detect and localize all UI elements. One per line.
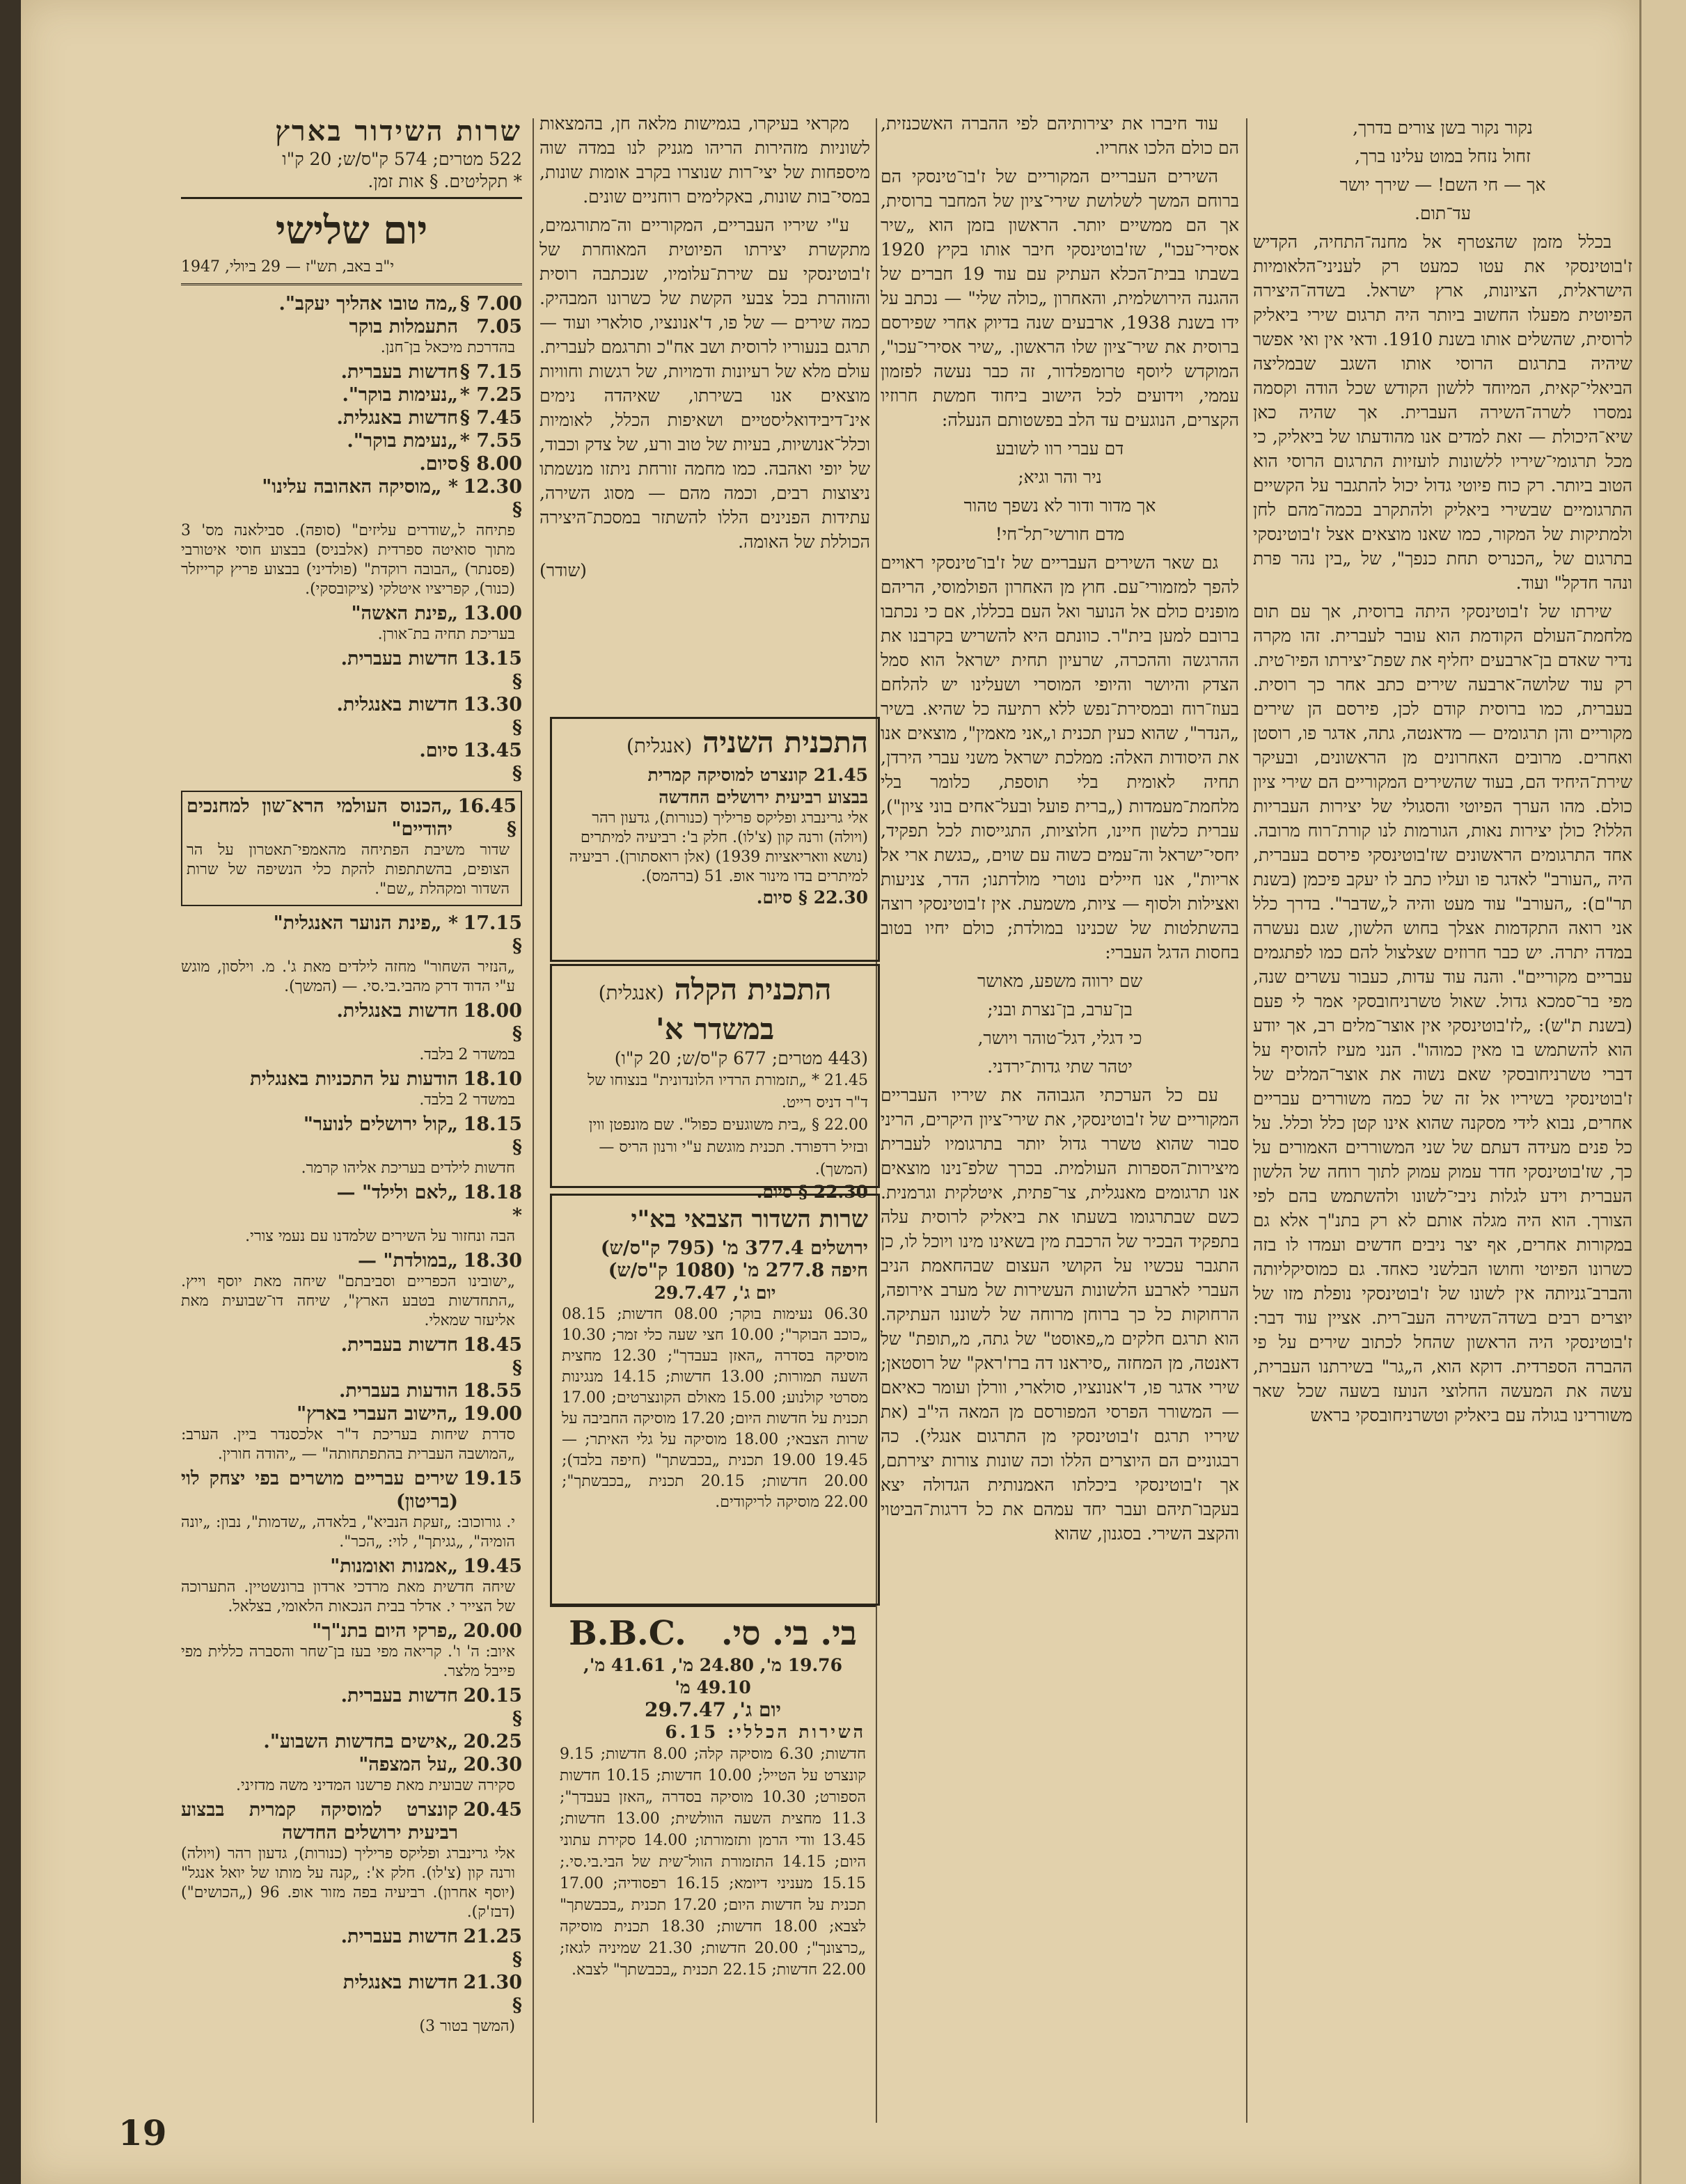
program-entry [181, 1334, 522, 1379]
second-program-line: 21.45 קונצרט למוסיקה קמרית [647, 765, 868, 785]
poem-line: יטהר שתי גדות־ירדני. [987, 1057, 1133, 1077]
army-date: יום ג', 29.7.47 [654, 1283, 776, 1303]
program-time: 21.25 § [463, 1926, 522, 1970]
program-details: בעריכת תחיה בת־אורן. [377, 626, 515, 643]
program-list [181, 292, 522, 2036]
program-time: 12.30 § [463, 476, 522, 521]
program-name: חדשות בעברית. [340, 648, 458, 670]
program-time: 16.45 § [457, 796, 517, 840]
program-time: 18.15 § [463, 1114, 522, 1158]
article-column-1 [1253, 111, 1632, 2130]
program-name: חדשות באנגלית. [336, 407, 458, 429]
program-time: 8.00 § [459, 453, 522, 475]
poem-line: בן־ערב, בן־נצרת ובני; [987, 999, 1133, 1020]
program-entry [181, 383, 522, 406]
program-entry [181, 1249, 522, 1331]
program-time: 20.15 § [463, 1685, 522, 1730]
article-paragraph: מקראי בעיקרו, בגמישות מלאה חן, בהמצאות לשוניות מזהירות הריהו מגניק לנו במדה שוה מיספחות של יצי־רות שנוצרו בקרב אומות שונות, במסי־בות שונות, באקלימים רוחניים שונים. [539, 113, 870, 207]
program-time: 20.30 [463, 1754, 522, 1775]
program-name: * „פינת הנוער האנגלית" [273, 912, 458, 934]
day-title: יום שלישי [275, 207, 428, 253]
poem-line: ניר והר וגיא; [1018, 467, 1102, 487]
program-name: „פרקי היום בתנ"ך" [312, 1620, 458, 1642]
article-paragraph: גם שאר השירים העבריים של ז'בו־טינסקי ראויים להפך למזמורי־עם. חוץ מן האחרון הפולמוסי, הריהם מופנים כולם אל הנוער ואל העם בכללו, אם כי נכתבו ברובם למען בית"ר. כוונתם היא להשריש בקרבנו את ההרגשה וההכרה, שרעיון תחית ישראל הוא סמל הצדק והיושר והיופי המוסרי ושעלינו יש להלחם בעוז־רוח ובמסירת־נפש ללא רתיעה כל שהיא. בשיר „הנדר", שהוא כעין תכנית ו„אני מאמין", מוצאים אנו את היסודות האלה: ממלכת ישראל משני עברי הירדן, תחיה לאומית בלי תוספת, כלומר בלי מלחמת־מעמדות („ברית פועל ובעל־אחים בוני ציון"), עברית כלשון חיינו, חלוציות, התגייסות לכל תפקיד, יחסי־ישראל וה־עמים כשוה עם שוים, „כגשת ארי אל אריות", אנו חיילים נוטרי מולדתנו; הדר, צניעות ואצילות ולסוף — ציות, משמעת. אין ז'בוטינסקי רוצה בהשתלטות של שכנינו במולדת; כולם יחיו בטוב בחסות הדגל העברי: [881, 553, 1239, 963]
column-divider [533, 118, 534, 2123]
article-paragraph: השירים העבריים המקוריים של ז'בו־טינסקי הם ברוחם המשך לשלושת שירי־ציון של המחבר ברוסית, אך הם ממשיים יותר. הראשון בזמן הוא „שיר אסירי־עכו", שז'בוטינסקי חיבר אותו בקיץ 1920 בשבתו בבית־הכלא העתיק עם עוד 19 חברים של ההגנה הירושלמית, והאחרון „כולה שלי" — נכתב על ידו בשנת 1938, ארבעים שנה בדיוק אחרי שפירסם ברוסית את שיר־ציון שלו הראשון. „שיר אסירי־עכו", המוקדש ליוסף טרומפלדור, זה כבר נעשה לפזמון עממי, וידועים לכל הישוב ביחוד חמשת חרוזיו הקצרים, הנוגעים עד הלב בפשטותם הנעלה: [881, 166, 1239, 430]
light-program-box [550, 964, 880, 1202]
light-program-line: (443 מטרים; 677 ק"ס/ש; 20 ק"ו) [614, 1048, 868, 1068]
program-entry [181, 739, 522, 785]
program-name: „נעימות בוקר". [342, 384, 458, 406]
article-paragraph: עם כל הערכתי הגבוהה את שיריו העבריים המקוריים של ז'בוטינסקי, את שירי־ציון היקרים, הריני סבור שהוא טשרר גדול יותר בתרגומיו לעברית מיצירות־הספרות העולמית. בכרך שלפ־נינו מוצאים אנו תרגומים מאנגלית, צר־פתית, איטלקית וגרמנית. כשם שבתרגומו בשעתו את ביאליק לרוסית עלה בתפקיד הבכיר של הרכבת מין בשאינו מינו ויוכל לו, כן התגבר עכשיו על הקושי העצום שבהחאמת הניב העברי לארבע הלשונות העשירות של מערב אירופה, הרחוקות כל כך ברוחן מרוחה של לשוננו העתיקה. הוא תרגם חלקים מ„פאוסט" של גתה, מ„תופת" של דאנטה, מן המחזה „סיראנו דה ברז'ראק" של רוסטאן; שירי אדגר פו, ד'אנונציו, סולארי, וורלן ועומר כאיאם — המשורר הפרסי המפורסם מן המאה הי"ב (את שיריו תרגם ז'בוטינסקי מן התרגום אנגלי). כה רבגוניים הם היוצרים הללו וכה שונות צורות יצירתם, אך ז'בוטינסקי ביכלתו האמנותית הגדולה יצא בעקבו־תיהם ועבר יחד עמהם את כל דרגות־הביטוי והקצב השירי. בסגנון, שהוא [881, 1085, 1239, 1544]
program-entry [181, 791, 522, 906]
program-entry [181, 1971, 522, 2036]
program-name: חדשות בעברית. [340, 1926, 458, 1947]
column-divider [1246, 118, 1247, 2123]
program-details: שיחה חדשית מאת מרדכי ארדון ברונשטיין. התערוכה של הצייר י. אדלר בבית הנכאות הלאומי, בצלאל. [181, 1578, 515, 1615]
program-name: סיום. [419, 740, 458, 761]
poem-line: אך מדור ודור לא נשפך טהור [963, 496, 1156, 516]
program-entry [181, 1555, 522, 1617]
army-broadcast-box [550, 1194, 880, 1606]
poem-line: מדם חורשי־תל־חי! [995, 524, 1125, 544]
program-entry [181, 406, 522, 429]
program-name: חדשות באנגלית. [336, 694, 458, 715]
program-time: 18.55 [463, 1380, 522, 1402]
program-name: חדשות בעברית. [340, 1334, 458, 1356]
program-time: 18.45 § [463, 1334, 522, 1379]
program-time: 18.30 [463, 1250, 522, 1272]
program-time: 7.55 * [459, 430, 522, 452]
program-details: חדשות לילדים בעריכת אליהו קרמר. [301, 1160, 515, 1177]
program-time: 7.45 § [459, 407, 522, 429]
poem-line: נקור נקור בשן צורים בדרך, [1353, 118, 1533, 138]
program-details: איוב: ה' ו'. קריאה מפי בעז בן־שחר והסברה כללית מפי פייבל מלצר. [181, 1643, 515, 1680]
article-paragraph: עוד חיברו את יצירותיהם לפי ההברה האשכנזית, הם כולם הלכו אחריו. [881, 113, 1239, 158]
program-name: „מה טובו אהליך יעקב". [278, 293, 458, 315]
light-program-title: התכנית הקלה (אנגלית) [598, 972, 832, 1006]
radio-legend: * תקליטים. § אות זמן. [368, 171, 522, 191]
bbc-freq: 19.76 מ', 24.80 מ', 41.61 מ', 49.10 מ' [583, 1655, 842, 1698]
program-details: בהדרכת מיכאל בן־חנן. [380, 339, 515, 356]
program-time: 19.45 [463, 1556, 522, 1577]
program-entry [181, 912, 522, 997]
article-signature: (שודר) [539, 560, 587, 580]
program-details: „הנזיר השחור" מחזה לילדים מאת ג'. מ. וילסון, מוגש ע"י הדוד דרק מהבי.בי.סי. — (המשך). [181, 958, 515, 995]
program-name: „במולדת" — [357, 1250, 458, 1272]
program-entry [181, 1402, 522, 1464]
program-details: סדרת שיחות בעריכת ד"ר אלכסנדר ביין. הערב: „המושבה העברית בהתפתחותה" — „יהודה חורין. [181, 1426, 515, 1463]
program-time: 7.15 § [459, 361, 522, 383]
army-freq-line: ירושלים 377.4 מ' (795 ק"ס/ש) [600, 1237, 868, 1259]
program-entry [181, 292, 522, 315]
program-entry [181, 1798, 522, 1922]
page-number: 19 [118, 2112, 167, 2153]
program-name: סיום. [419, 453, 458, 475]
bbc-date: יום ג', 29.7.47 [645, 1698, 781, 1721]
program-name: חדשות באנגלית. [336, 1000, 458, 1022]
poem-line: זחול נזחל במוט עלינו ברך, [1354, 146, 1531, 166]
poem-line: כי דגלי, דגל־טוהר ויושר, [977, 1028, 1142, 1048]
program-time: 7.25 * [459, 384, 522, 406]
program-entry [181, 1925, 522, 1971]
program-time: 13.45 § [463, 740, 522, 784]
program-time: 19.15 [463, 1468, 522, 1489]
poem-line: אך — חי השם! — שירך יושר [1339, 175, 1546, 195]
program-entry [181, 1068, 522, 1110]
program-details: שדור משיבת הפתיחה מהאמפי־תאטרון על הר הצופים, בהשתתפות להקת כלי הנשיפה של שרות השדור ומקהלת „שם". [187, 841, 510, 898]
program-entry [181, 1379, 522, 1402]
program-name: „פינת האשה" [351, 603, 458, 624]
program-name: קונצרט למוסיקה קמרית בבצוע רביעית ירושלים החדשה [181, 1799, 458, 1844]
program-name: „על המצפה" [359, 1754, 458, 1775]
program-time: 7.05 [476, 316, 522, 338]
program-name: הודעות בעברית. [339, 1380, 458, 1402]
article-column-3 [539, 111, 870, 717]
program-time: 19.00 [463, 1403, 522, 1425]
program-time: 20.45 [463, 1799, 522, 1821]
second-program-line: 22.30 § סיום. [756, 887, 868, 908]
light-program-line: 21.45 * „תזמורת הרדיו הלונדונית" בנצוחו של ד"ר דניס רייט. [587, 1072, 868, 1111]
radio-frequency: 522 מטרים; 574 ק"ס/ש; 20 ק"ו [282, 149, 522, 169]
program-time: 13.15 § [463, 648, 522, 693]
program-details: סקירה שבועית מאת פרשנו המדיני משה מדזיני. [236, 1777, 515, 1794]
program-details: במשדר 2 בלבד. [419, 1091, 515, 1109]
program-entry [181, 1684, 522, 1730]
program-name: הודעות על התכניות באנגלית [250, 1068, 458, 1090]
program-name: התעמלות בוקר [349, 316, 458, 338]
article-paragraph: שירתו של ז'בוטינסקי היתה ברוסית, אך עם תום מלחמת־העולם הקודמת הוא עובר לעברית. זהו מקרה נדיר שאדם בן־ארבעים יחליף את שפת־יצירתו הפיו־טית. רק עוד שלושה־ארבעה שירים כתב אחר כך רוסית. בעברית, כמו ברוסית קודם לכן, פירסם הן שירים מקוריים והן תרגומים — מדאנטה, גתה, אדגר פו, רוסטן ואחרים. מרובים האחרונים מן הראשונים, ובעיקר שירת־היחיד הם, בעוד שהשירים המקוריים הם שירי ציון כולם. מהו הערך הפיוטי והסגולי של יצירות העבריות הללו? כולן יצירות נאות, הגורמות לנו קורת־רוח מרובה. אחד התרגומים הראשונים שז'בוטינסקי פירסם בעברית, היה „העורב" לאדגר פו ועליו כתב לו יעקב פיכמן (בשנת תר"ם): „העורב" עוד מעט והיה ל„שדבר". בדרך כלל אני רואה התקדמות אצלך בחוש הלשון, שגם נעשרה במדה יתרה. יש כבר חרוזים שצלצול להם כמו לפתגמים עבריים מקוריים". והנה עוד עדות, כעבור עשרים שנה, מפי בר־סמכא גדול. שאול טשרניחובסקי אמר לי פעם (בשנת ת"ש): „לז'בוטינסקי אין אוצר־מלים רב, אך יודע הוא להשתמש בו מאין כמוהו". הנני מעיז להוסיף על דברי טשרניחובסקי שאם נשוה את אוצר־המלים של ז'בוטינסקי בשיריו אל זה של כמה משוררים עבריים אחרים, נבוא לידי מסקנה שהוא אינו קטן כלל וכלל. על כל פנים מעידה דעתם של שני המשוררים האמורים על כך, שז'בוטינסקי חדר עמוק עמוק לתוך רוחה של הלשון העברית וידע לגלות ניבי־לשונו ולהשתמש בהם לפי הצורך. הוא היה מגלה אותם לא רק בתנ"ך אלא גם במקורות אחרים, אף יצר ניבים חדשים ועמדו לו בזה כשרונו הפיוטי וחושו הבלשני כאחד. גם כמוסיקליותה והברב־גניותה אין לשונו של ז'בוטינסקי נופלת מזו של יוצרים רבים בשדה־השירה העב־רית. אציין עוד דבר: ז'בוטינסקי היה הראשון שהחל לכתוב שירים על פי ההברה הספרדית. דוקא הוא, ה„גר" בשירתנו העברית, עשה את המעשה החלוצי הנועז בשעה שכל שאר משוררינו בגולה עם ביאליק וטשרניחובסקי בראש [1253, 601, 1632, 1425]
article-paragraph: בכלל מזמן שהצטרף אל מחנה־התחיה, הקדיש ז'בוטינסקי את עטו כמעט רק לעניני־הלאומיות הישראלית, הציונות, ארץ ישראל. בשדה־היצירה הפיוטית מפעלו החשוב ביותר היה תרגום שירי ביאליק לרוסית, שהשלים אותו בשנת 1910. ודאי אין ואי אפשר שיהיה בתרגום הרוסי אותו השגב שבמליצה הביאלי־קאית, המיוחד ללשון הקודש שכל הודה וקסמה נמסרו לשרה־השירה העברית. אך שהיה כאן שיא־היכולת — זאת למדים אנו מהודעתו של ביאליק, כי מכל תרגומי־שיריו ללשונות לועזיות התרגום הרוסי הוא הטוב ביותר. רק כוח פיוטי גדול יכול להתגבר על הקשיים התרגומיים שבשירי ביאליק ולהתקרב בכמה־מהם לחן ולמתיקות של המקור, כמו שאנו מוצאים אצל ז'בוטינסקי בתרגום של „הכנריס תחת כנפך", של „בין נהר פרת ונהר חדקל" ועוד. [1253, 232, 1632, 593]
bbc-box [550, 1604, 876, 2105]
program-time: 18.10 [463, 1068, 522, 1090]
program-time: 7.00 § [459, 293, 522, 315]
army-schedule: 06.30 נעימות בוקר; 08.00 חדשות; 08.15 „כוכב הבוקר"; 10.00 חצי שעה כלי זמר; 10.30 מוסיקה בסדרה „האזן בעבדך"; 12.30 מחצית השעה תמורות; 13.00 חדשות; 14.15 מנגינות מסרטי קולנוע; 15.00 מאולם הקונצרטים; 17.00 תכנית על חדשות היום; 17.20 מוסיקה החביבה על שרות הצבאי; 18.00 מוסיקה על גלי האיתר; — 19.45 19.00 תכנית „בכבשתך" (חיפה בלבד); 20.00 חדשות; 20.15 תכנית „בכבשתך"; 22.00 מוסיקה לריקודים. [562, 1306, 869, 1511]
date-line: י"ב באב, תש"ז — 29 ביולי, 1947 [181, 255, 522, 285]
program-details: פתיחה ל„שודרים עליזים" (סופה). סבילאנה מס' 3 מתוך סואיטה ספרדית (אלבניס) בבצוע חוסי איטורבי (פסנתר) „הבובה רוקדת" (פולדיני) בבצוע פריץ קרייזלר (כנור), קפריציו איטלקי (ציקובסקי). [181, 522, 515, 598]
light-program-line: 22.00 § „בית משוגעים כפול". שם מונפטן ווין ובזיל רדפורד. תכנית מוגשת ע"י ורנון הריס — (המשך). [588, 1116, 868, 1178]
program-details: (המשך בטור 3) [419, 2018, 515, 2035]
program-entry [181, 1620, 522, 1681]
next-page-edge [1639, 0, 1686, 2184]
program-time: 20.25 [463, 1731, 522, 1752]
program-details: הבה ונחזור על השירים שלמדנו עם נעמי צורי. [245, 1228, 515, 1245]
program-entry [181, 1753, 522, 1796]
light-program-line: 22.30 § סיום. [756, 1182, 868, 1202]
poem-line: דם עברי רוו לשובע [995, 438, 1124, 459]
program-name: „אישים בחדשות השבוע". [263, 1731, 458, 1752]
program-entry [181, 429, 522, 452]
program-details: במשדר 2 בלבד. [419, 1046, 515, 1063]
radio-title: שרות השידור בארץ [275, 115, 522, 148]
program-name: חדשות בעברית. [340, 361, 458, 383]
army-broadcast-title: שרות השדור הצבאי בא"י [631, 1205, 868, 1233]
radio-schedule-column [181, 115, 522, 2091]
program-entry [181, 693, 522, 739]
program-time: 18.18 * [463, 1182, 522, 1226]
program-entry [181, 1730, 522, 1753]
article-paragraph: ע"י שיריו העבריים, המקוריים וה־מתורגמים, מתקשרת יצירתו הפיוטית המאוחרת של ז'בוטינסקי עם שירת־עלומיו, שנכתבה רוסית והזוהרת בכל צבעי הקשת של כשרונו המבהיק. כמה שירים — של פו, ד'אנונציו, סולארי ועוד — תרגם בנעוריו לרוסית ושב אח"כ ותרגמם לעברית. עולם מלא של רעיונות ודמויות, של רגשות וחוויות מוצאים אנו בשירתו, שאיהדה נימים אינ־דיבידואליסטיים ושאיפות הכלל, לאומיות וכלל־אנושיות, בעיות של טוב ורע, של צדק וכבוד, של יופי ואהבה. כמו מחמה זורחת ניתזו מנשמתו ניצוצות רבים, וכמה מהם — מסוג השירה, עתידות הפנינים הללו להשתזר במסכת־היצירה הכוללת של האומה. [539, 215, 870, 552]
program-time: 18.00 § [463, 1000, 522, 1045]
program-entry [181, 647, 522, 693]
program-name: „הכנוס העולמי הרא־שון למחנכים יהודיים" [187, 796, 452, 840]
second-program-box [550, 717, 880, 962]
program-name: „לאם ולילד" — [336, 1182, 458, 1203]
poem-line: שם ירווה משפע, מאושר [977, 971, 1143, 991]
program-name: „קול ירושלים לנוער" [303, 1114, 458, 1135]
program-entry [181, 1181, 522, 1247]
program-entry [181, 452, 522, 475]
program-entry [181, 1467, 522, 1552]
program-entry [181, 361, 522, 383]
program-time: 13.30 § [463, 694, 522, 738]
program-time: 20.00 [463, 1620, 522, 1642]
bbc-title: בי. בי. סי. B.B.C. [569, 1614, 857, 1653]
second-program-line: בבצוע רביעית ירושלים החדשה [659, 787, 868, 807]
second-program-title: התכנית השניה (אנגלית) [626, 725, 868, 759]
program-entry [181, 1113, 522, 1178]
program-name: * „מוסיקה האהובה עלינו" [262, 476, 458, 498]
program-entry [181, 315, 522, 358]
newspaper-page [21, 0, 1639, 2184]
program-name: „הישוב העברי בארץ" [297, 1403, 458, 1425]
program-name: שירים עבריים מושרים בפי יצחק לוי (בריטון) [181, 1468, 458, 1512]
light-program-subtitle: במשדר א' [655, 1012, 775, 1046]
program-details: י. גורוכוב: „זעקת הנביא", בלאדה, „שדמות", נבון: „יונה הומיה", „גגיתך", לוי: „הכר". [181, 1514, 515, 1551]
poem-line: עד־תום. [1415, 203, 1471, 223]
program-details: „ישובינו הכפריים וסביבתם" שיחה מאת יוסף וייץ. „התחדשות בטבע הארץ", שיחה דו־שבועית מאת אליעזר שמאלי. [181, 1273, 515, 1329]
program-name: חדשות באנגלית [342, 1972, 458, 1993]
second-program-line: אלי גרינברג ופליקס פריליך (כנורות), גדעון רהר (ויולה) ורנה קון (צ'לו). חלק ב': רביעיה למיתרים (נושא וואריאציות 1939) (אלן רואסתורן). רביעיה למיתרים בדו מינור אופ. 51 (ברהמס). [569, 809, 868, 885]
program-entry [181, 475, 522, 599]
program-details: אלי גרינברג ופליקס פריליך (כנורות), גדעון רהר (ויולה) ורנה קון (צ'לו). חלק א': „קנה על מותו של יואל אנגל" (יוסף אחרון). רביעיה בפה מזור אופ. 96 („הכושים") (דבז'ק). [181, 1845, 515, 1921]
program-time: 21.30 § [463, 1972, 522, 2016]
bbc-service: השירות הכללי: 6.15 [665, 1722, 866, 1742]
program-entry [181, 602, 522, 644]
article-column-2 [881, 111, 1239, 2130]
bbc-schedule: חדשות; 6.30 מוסיקה קלה; 8.00 חדשות; 9.15 קונצרט על הטייל; 10.00 חדשות; 10.15 חדשות הספורט; 10.30 מוסיקה בסדרה „האזן בעבדך"; 11.3 מחצית השעה הוולשית; 13.00 חדשות; 13.45 וודי הרמן ותזמורתו; 14.00 סקירת עתוני היום; 14.15 התזמורת הוול־שית של הבי.בי.סי.; 15.15 מעניני דיומא; 16.15 רפסודיה; 17.00 תכנית על חדשות היום; 17.20 תכנית „בכבשתך" לצבא; 18.00 חדשות; 18.30 תכנית מוסיקה „כרצונך"; 20.00 חדשות; 21.30 שמיניה לגאז; 22.00 חדשות; 22.15 תכנית „בכבשתך" לצבא. [560, 1746, 867, 1979]
program-entry [181, 999, 522, 1065]
program-name: חדשות בעברית. [340, 1685, 458, 1707]
program-time: 17.15 § [463, 912, 522, 957]
army-freq-line: חיפה 277.8 מ' (1080 ק"ס/ש) [608, 1260, 868, 1281]
program-time: 13.00 [463, 603, 522, 624]
program-name: „אמנות ואומנות" [330, 1556, 458, 1577]
program-name: „נעימת בוקר". [347, 430, 458, 452]
